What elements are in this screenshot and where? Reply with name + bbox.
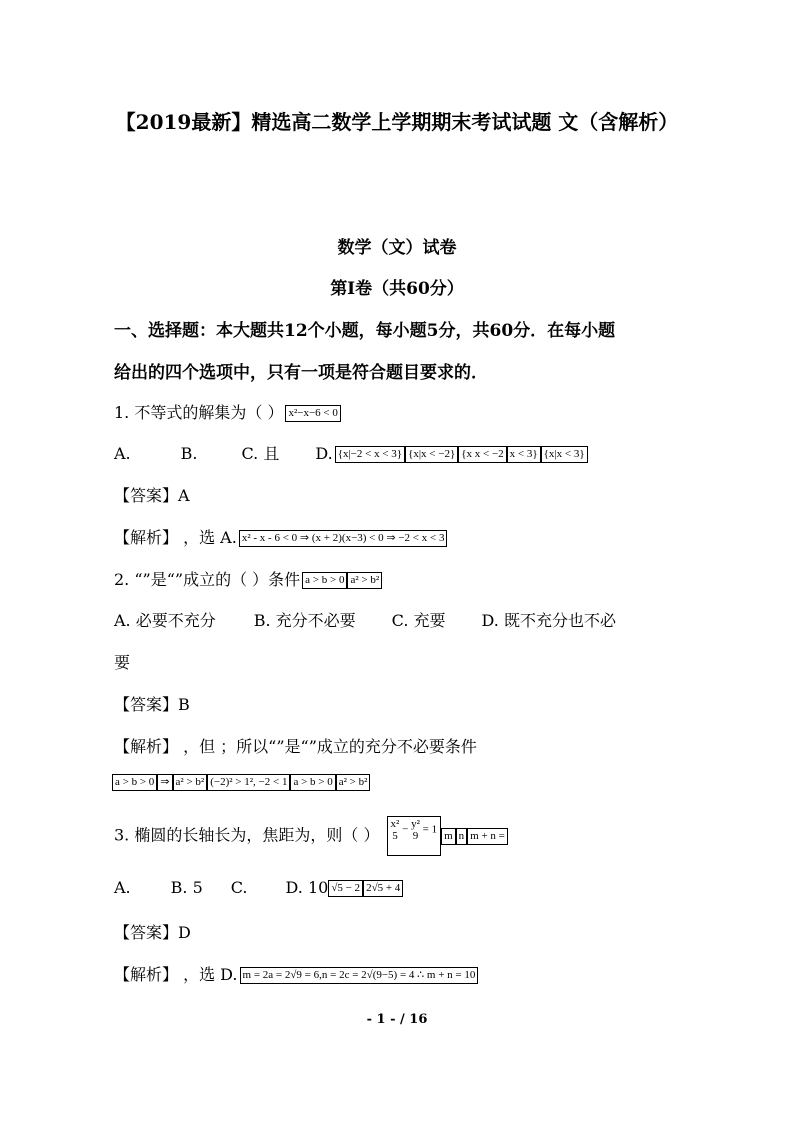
instructions-line-1: 一、选择题：本大题共12个小题，每小题5分，共60分．在每小题 [114, 321, 616, 341]
q2-analysis-box: a² > b² [336, 774, 371, 791]
q2-option-c: C. 充要 [391, 611, 446, 630]
q3-stem [114, 816, 508, 856]
q3-option-c: C. [230, 878, 248, 897]
q1-stem-text: 1. 不等式的解集为（ ） [114, 403, 284, 422]
q1-option-box: {x x < −2 [458, 446, 506, 463]
q2-options [114, 608, 616, 631]
q2-stem [114, 567, 382, 590]
q2-box-1: a > b > 0 [302, 572, 347, 589]
q3-option-box: √5 − 2 [328, 880, 363, 897]
q2-analysis-box: a² > b² [173, 774, 208, 791]
q2-box-2: a² > b² [347, 572, 382, 589]
q3-stem-text: 3. 椭圆的长轴长为，焦距为，则（ ） [114, 825, 380, 845]
q1-answer: 【答案】A [114, 486, 190, 505]
q1-option-box: {x|x < 3} [541, 446, 588, 463]
q2-analysis-box: ⇒ [157, 774, 172, 791]
q3-frac-y: y² 9 [411, 818, 420, 842]
q3-box-n: n [456, 828, 468, 845]
q2-option-d: D. 既不充分也不必 [481, 611, 616, 630]
q3-answer: 【答案】D [114, 923, 191, 942]
q2-answer: 【答案】B [114, 695, 190, 714]
q2-option-d-continued: 要 [114, 653, 131, 672]
q3-option-box: 2√5 + 4 [363, 880, 403, 897]
q2-analysis-box: a > b > 0 [290, 774, 335, 791]
q2-stem-text: 2. “”是“”成立的（ ）条件 [114, 570, 301, 589]
q2-analysis-box: a > b > 0 [112, 774, 157, 791]
page-number: - 1 - / 16 [366, 1012, 428, 1027]
instructions-line-2: 给出的四个选项中，只有一项是符合题目要求的． [114, 363, 488, 383]
q3-frac-x: x² 5 [390, 818, 400, 842]
section-heading: 第Ⅰ卷（共60分） [330, 279, 464, 299]
document-title: 【2019最新】精选高二数学上学期期末考试试题 文（含解析） [115, 110, 679, 134]
q1-option-box: {x|x < −2} [405, 446, 458, 463]
q1-analysis-formula: x² - x - 6 < 0 ⇒ (x + 2)(x−3) < 0 ⇒ −2 < x < 3 [239, 530, 448, 547]
q2-option-b: B. 充分不必要 [253, 611, 356, 630]
q3-options [114, 878, 403, 897]
q1-option-d: D. [315, 444, 333, 463]
q3-box-m: m [441, 828, 456, 845]
q3-analysis [114, 962, 478, 985]
q1-option-b: B. [180, 444, 198, 463]
q1-stem [114, 400, 341, 423]
q1-options [114, 441, 588, 464]
q1-analysis-label: 【解析】 ，选 A. [114, 528, 237, 547]
q2-analysis: 【解析】 ，但 ；所以“”是“”成立的充分不必要条件 [114, 737, 477, 756]
q3-option-a: A. [114, 878, 131, 897]
q2-option-a: A. 必要不充分 [114, 611, 216, 630]
exam-subtitle: 数学（文）试卷 [337, 238, 457, 258]
q2-analysis-formulas [112, 772, 370, 791]
q1-option-box: {x|−2 < x < 3} [335, 446, 405, 463]
q1-analysis [114, 525, 447, 548]
q1-option-c: C. 且 [241, 444, 280, 463]
q3-analysis-label: 【解析】 ，选 D. [114, 965, 238, 984]
q3-ellipse-equation: x² 5 − y² 9 = 1 [387, 816, 442, 856]
q3-option-b: B. 5 [170, 878, 203, 897]
q3-option-d: D. 10 [285, 878, 329, 897]
q2-analysis-box: (−2)² > 1², −2 < 1 [207, 774, 290, 791]
q3-analysis-formula: m = 2a = 2√9 = 6,n = 2c = 2√(9−5) = 4 ∴ m + n = 10 [240, 967, 479, 984]
q1-option-a: A. [114, 444, 131, 463]
q3-box-mn: m + n = [467, 828, 508, 845]
q1-formula-box: x²−x−6 < 0 [285, 405, 340, 422]
q1-option-box: x < 3} [507, 446, 541, 463]
